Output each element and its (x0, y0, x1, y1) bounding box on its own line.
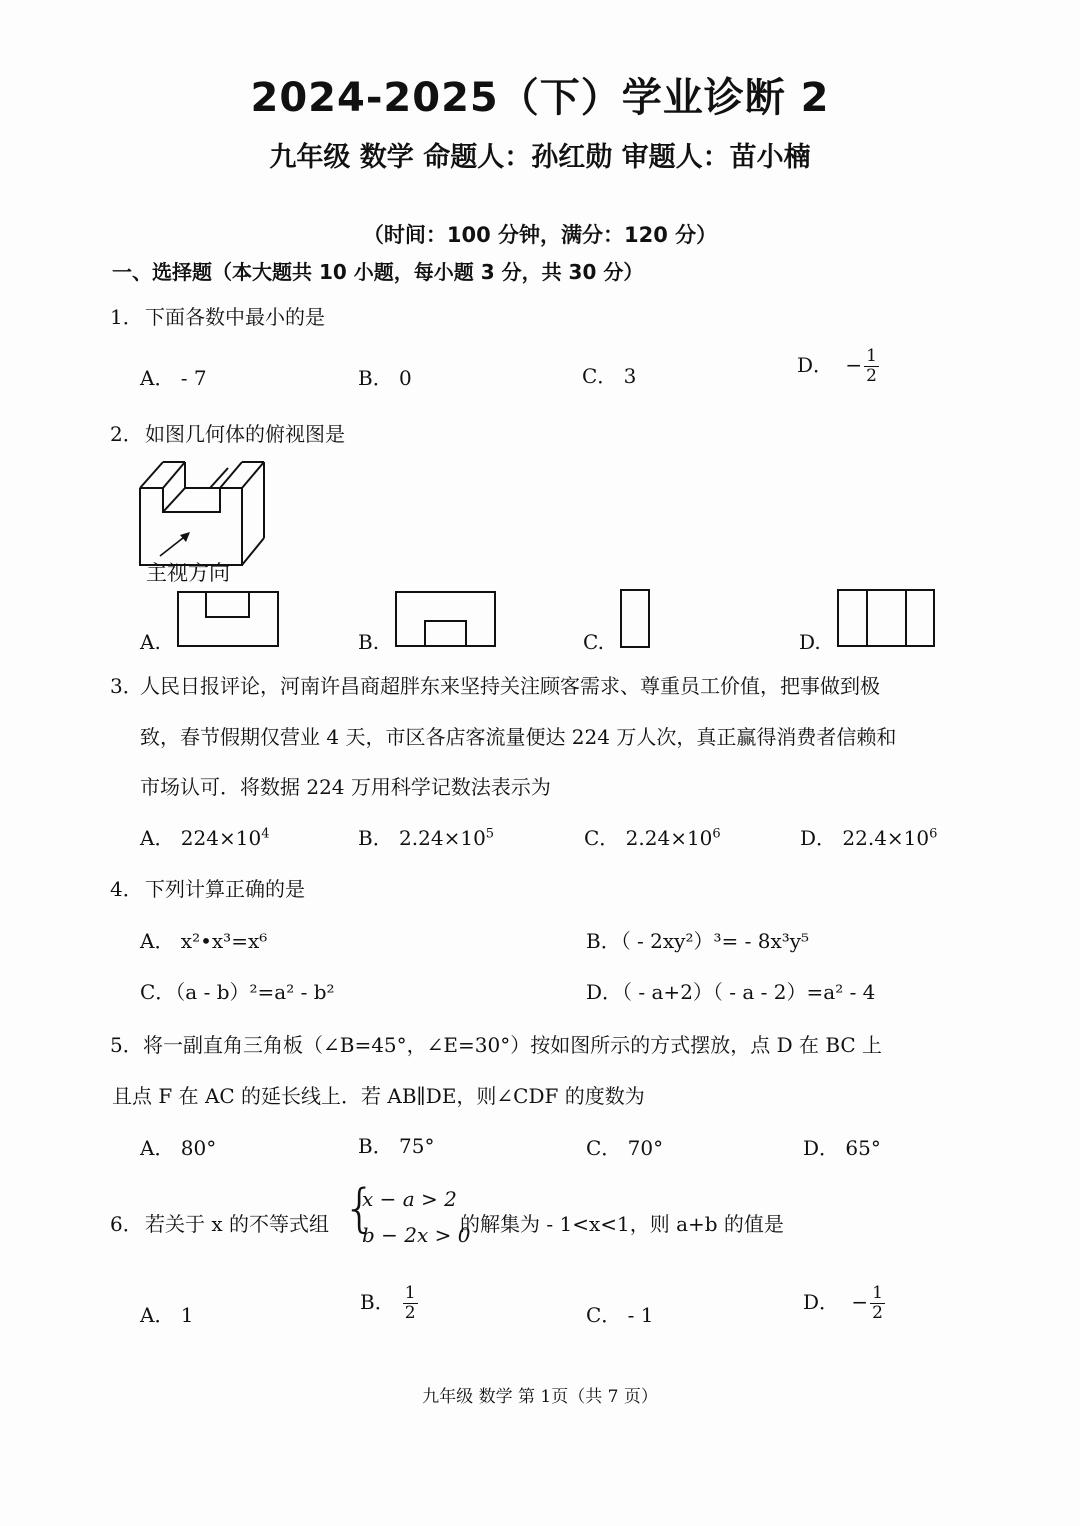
q3-option-b-base: B． 2.24×10 (358, 826, 486, 850)
exam-subtitle: 九年级 数学 命题人：孙红勋 审题人：苗小楠 (269, 142, 811, 173)
q1-option-d-denominator: 2 (866, 366, 877, 386)
q4-option-c: C．（a - b）²=a² - b² (140, 980, 335, 1004)
q2-arrow-head (180, 532, 190, 542)
q6-option-d-label: D． (803, 1290, 840, 1314)
q5-line-1: 将一副直角三角板（∠B=45°，∠E=30°）按如图所示的方式摆放，点 D 在 BC 上 (143, 1033, 883, 1057)
q6-option-b-label: B． (360, 1290, 395, 1314)
q2-text: 如图几何体的俯视图是 (145, 422, 345, 446)
q5-option-b: B． 75° (358, 1134, 435, 1158)
q1-text: 下面各数中最小的是 (145, 305, 325, 329)
q6-option-c: C． - 1 (586, 1303, 654, 1327)
page-title: 2024-2025（下）学业诊断 2 (250, 75, 830, 121)
q3-option-a-exp: 4 (261, 826, 270, 842)
q1-option-c: C． 3 (582, 364, 637, 388)
q4-option-a: A． x²•x³=x⁶ (140, 929, 268, 953)
q3-option-a-base: A． 224×10 (140, 826, 262, 850)
q3-line-3: 市场认可．将数据 224 万用科学记数法表示为 (140, 775, 551, 799)
q6-option-d-denominator: 2 (872, 1303, 883, 1323)
q6-inequality-2: b − 2x > 0 (362, 1223, 471, 1247)
q6-number: 6． (110, 1212, 143, 1236)
q6-option-d-fraction (870, 1285, 885, 1322)
section-title: 一、选择题（本大题共 10 小题，每小题 3 分，共 30 分） (112, 260, 644, 284)
q6-text-after: 的解集为 - 1<x<1，则 a+b 的值是 (460, 1212, 784, 1236)
q1-option-a: A． - 7 (140, 366, 207, 390)
q1-option-d-sign: − (845, 353, 863, 377)
q3-option-d-base: D． 22.4×10 (800, 826, 930, 850)
q3-option-c-exp: 6 (712, 826, 721, 842)
q4-option-b: B．（ - 2xy²）³= - 8x³y⁵ (586, 929, 810, 953)
q3-line-1: 人民日报评论，河南许昌商超胖东来坚持关注顾客需求、尊重员工价值，把事做到极 (140, 674, 880, 698)
q6-option-b-numerator: 1 (404, 1283, 416, 1303)
q2-option-d-label: D. (799, 630, 821, 654)
q3-option-b (358, 822, 494, 851)
q5-option-a: A． 80° (140, 1136, 217, 1160)
q1-option-d-numerator: 1 (866, 346, 877, 366)
q6-option-b (360, 1285, 418, 1322)
q2-number: 2． (110, 422, 143, 446)
q2-option-a-label: A. (140, 630, 161, 654)
q4-option-d: D．（ - a+2）（ - a - 2）=a² - 4 (586, 980, 876, 1004)
q6-option-a: A． 1 (140, 1303, 194, 1327)
q2-option-a-figure (178, 592, 278, 646)
q4-text: 下列计算正确的是 (145, 877, 305, 901)
q6-brace: { (343, 1179, 377, 1239)
q6-option-d (803, 1285, 885, 1322)
q5-number: 5． (110, 1033, 143, 1057)
q6-option-d-sign: − (851, 1290, 869, 1314)
q2-3d-solid-figure (0, 0, 1080, 700)
q3-option-c (584, 822, 721, 851)
q5-option-c: C． 70° (586, 1136, 664, 1160)
page-footer: 九年级 数学 第 1页（共 7 页） (422, 1387, 658, 1407)
q4-number: 4． (110, 877, 143, 901)
q6-option-d-numerator: 1 (872, 1283, 883, 1303)
q1-number: 1． (110, 305, 143, 329)
q6-option-b-fraction (403, 1285, 418, 1322)
q3-option-a (140, 822, 269, 851)
q2-direction-label: 主视方向 (146, 561, 230, 585)
q2-option-c-figure (621, 590, 649, 647)
q5-line-2: 且点 F 在 AC 的延长线上．若 AB∥DE，则∠CDF 的度数为 (112, 1084, 645, 1108)
q2-option-d-figure (838, 590, 934, 646)
q3-option-d (800, 822, 937, 851)
q3-option-b-exp: 5 (485, 826, 495, 842)
q2-option-b-label: B. (358, 630, 380, 654)
q3-option-d-exp: 6 (929, 826, 938, 842)
q2-option-b-figure (396, 592, 495, 646)
q2-option-c-label: C. (583, 630, 604, 654)
q6-text-before: 若关于 x 的不等式组 (145, 1212, 329, 1236)
time-info: （时间：100 分钟，满分：120 分） (362, 223, 718, 247)
q3-option-c-base: C． 2.24×10 (584, 826, 713, 850)
q3-line-2: 致，春节假期仅营业 4 天，市区各店客流量便达 224 万人次，真正赢得消费者信赖和 (140, 725, 897, 749)
q1-option-d-label: D． (797, 353, 834, 377)
q1-option-b: B． 0 (358, 366, 412, 390)
q6-option-b-denominator: 2 (404, 1303, 416, 1323)
q5-option-d: D． 65° (803, 1136, 881, 1160)
q6-inequality-1: x − a > 2 (362, 1187, 457, 1211)
q3-number: 3． (110, 674, 143, 698)
